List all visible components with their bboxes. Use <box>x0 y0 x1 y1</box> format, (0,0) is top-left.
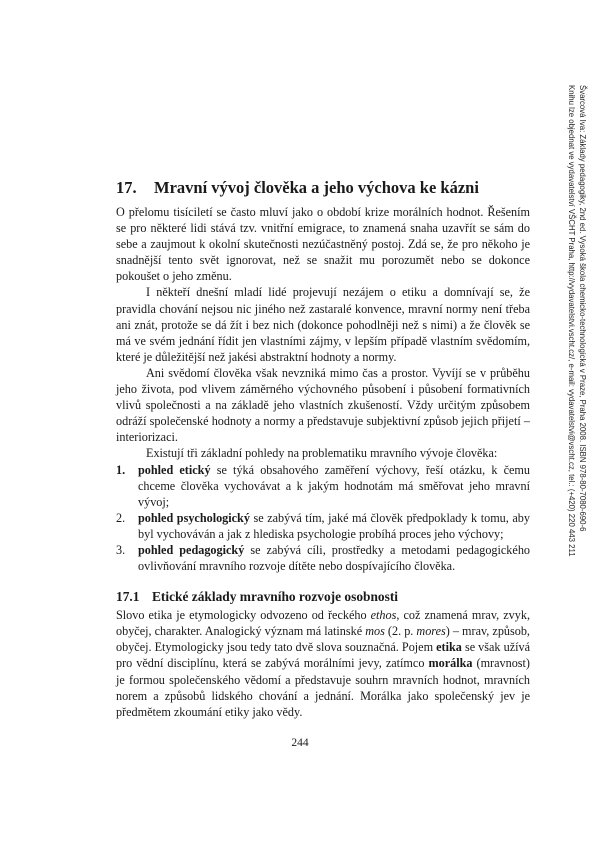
term-mores: mores <box>416 624 446 639</box>
ethics-text-4: ) – mrav, způsob, obyčej. Etymologicky jsou tedy tato dvě slova souznačná. Pojem <box>116 624 530 655</box>
list-marker: 2. <box>116 510 126 525</box>
list-item <box>116 542 530 574</box>
ethics-text-2: , což znamená mrav, zvyk, obyčej, charakter. Analogický význam má latinské <box>116 608 530 639</box>
section-number: 17.1 <box>116 589 140 605</box>
paragraph-three-views: Existují tři základní pohledy na problematiku mravního vývoje člověka: <box>146 446 498 461</box>
section-title: Etické základy mravního rozvoje osobnosti <box>152 589 398 605</box>
list-item <box>116 462 530 510</box>
page-content <box>116 178 530 720</box>
list-term: pohled psychologický <box>138 510 250 525</box>
paragraph-conscience: Ani svědomí člověka však nevzniká mimo čas a prostor. Vyvíjí se v průběhu jeho života, pod vlivem záměrného výchovného působení i působení formativních vlivů společnosti a na základě jeho vlastních zkušeností. Vždy určitým způsobem odráží společenské hodnoty a normy a představuje subjektivní způsob jejich přijetí – interiorizaci. <box>116 365 530 445</box>
side-note-order-info: Knihu lze objednat ve vydavatelství VŠCHT Praha, http://vydavatelstvi.vscht.cz/, e-mail: vydavatelstvi@vscht.cz, tel.: (+420) 220 443 211 <box>567 85 576 557</box>
chapter-number: 17. <box>116 178 137 197</box>
list-marker: 3. <box>116 542 126 557</box>
paragraph-crisis: O přelomu tisíciletí se často mluví jako o období krize morálních hodnot. Řešením se pro některé lidi stává tzv. vnitřní emigrace, to znamená snaha uzavřít se sám do sebe a zaujmout k okolní skutečnosti nezúčastněný postoj. Zdá se, že pro někoho je snadnější tento svět ignorovat, než se snažit mu porozumět nebo se dokonce pokoušet o jeho změnu. <box>116 205 530 284</box>
term-moralka: morálka <box>428 656 473 671</box>
list-term: pohled pedagogický <box>138 542 245 557</box>
chapter-title: Mravní vývoj člověka a jeho výchova ke kázni <box>154 178 479 197</box>
chapter-heading <box>116 178 530 198</box>
list-text: se zabývá cíli, prostředky a metodami pedagogického ovlivňování mravního rozvoje dítěte nebo dospívajícího člověka. <box>138 542 531 574</box>
term-etika: etika <box>436 640 462 655</box>
term-mos: mos <box>365 624 385 639</box>
list-term: pohled etický <box>138 462 211 477</box>
list-item <box>116 510 530 542</box>
ethics-text-3: (2. p. <box>384 624 417 639</box>
ethics-text-6: (mravnost) je formou společenského vědomí a představuje souhrn mravních hodnot, mravních norem a způsobů lidského chování a jednání. Morálka jako společenský jev je předmětem zkoumání etiky jako vědy. <box>116 656 530 719</box>
list-marker: 1. <box>116 462 126 477</box>
views-list <box>116 462 530 575</box>
side-note-citation: Švarcová Iva: Základy pedagogiky, 2nd ed. Vysoká škola chemicko-technologická v Praze, Praha 2008. ISBN 978-80-7080-690-6 <box>578 85 587 532</box>
page-number: 244 <box>291 737 309 749</box>
paragraph-ethics <box>116 607 530 720</box>
section-heading <box>116 588 530 605</box>
paragraph-young-people: I někteří dnešní mladí lidé projevují nezájem o etiku a domnívají se, že pravidla chování nejsou nic jiného než zastaralé konvence, mravní normy není třeba ani znát, protože se dá žít i bez nich (dokonce pohodlněji než s nimi) a že člověk se má ve svém jednání řídit jen vlastními zájmy, v lepším případě vlastním svědomím, které je důležitější než jakési abstraktní hodnoty a normy. <box>116 285 530 364</box>
copyright-side-note <box>558 85 588 645</box>
ethics-text-5: se však užívá pro vědní disciplínu, která se zabývá morálními jevy, zatímco <box>116 640 530 671</box>
ethics-text-1: Slovo etika je etymologicky odvozeno od řeckého <box>116 608 371 623</box>
term-ethos: ethos <box>370 608 397 623</box>
list-text: se týká obsahového zaměření výchovy, řeší otázku, k čemu chceme člověka vychovávat a k jakým hodnotám má směřovat jeho mravní vývoj; <box>138 462 531 509</box>
list-text: se zabývá tím, jaké má člověk předpoklady k tomu, aby byl vychováván a jak z hlediska psychologie probíhá proces jeho výchovy; <box>138 510 530 541</box>
